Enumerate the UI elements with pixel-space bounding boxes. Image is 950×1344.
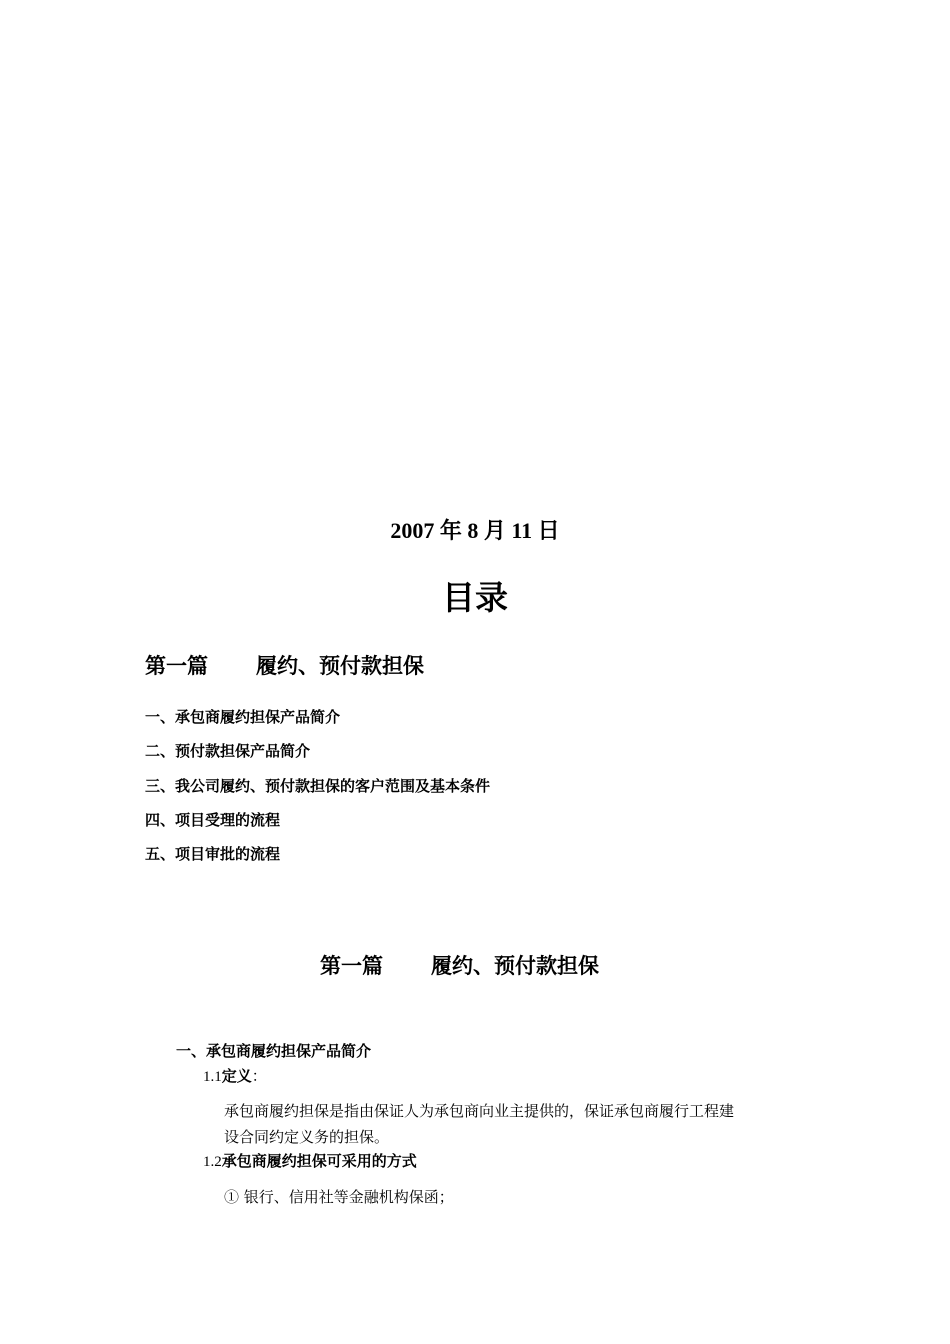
subsection-number: 1.2 <box>203 1154 222 1170</box>
toc-title: 目录 <box>442 578 508 617</box>
definition-line-2: 设合同约定义务的担保。 <box>224 1128 390 1146</box>
subsection-label: 定义 <box>221 1067 252 1085</box>
subsection-1-2-heading <box>203 1150 417 1173</box>
toc-item[interactable]: 五、项目审批的流程 <box>145 845 281 863</box>
subsection-colon: ： <box>251 1067 267 1085</box>
part1-title: 履约、预付款担保 <box>431 954 599 978</box>
toc-part-title: 履约、预付款担保 <box>256 654 424 678</box>
toc-part-heading <box>145 652 424 680</box>
toc-item[interactable]: 二、预付款担保产品简介 <box>145 742 311 760</box>
part1-heading <box>320 952 599 980</box>
subsection-number: 1.1 <box>203 1069 222 1085</box>
subsection-label: 承包商履约担保可采用的方式 <box>221 1152 417 1170</box>
toc-item[interactable]: 四、项目受理的流程 <box>145 811 281 829</box>
toc-part-number: 第一篇 <box>145 654 208 678</box>
toc-item[interactable]: 三、我公司履约、预付款担保的客户范围及基本条件 <box>145 777 491 795</box>
method-item-1: ① 银行、信用社等金融机构保函； <box>224 1188 454 1206</box>
definition-line-1: 承包商履约担保是指由保证人为承包商向业主提供的，保证承包商履行工程建 <box>224 1102 735 1120</box>
cover-date: 2007 年 8 月 11 日 <box>390 518 560 543</box>
toc-item[interactable]: 一、承包商履约担保产品简介 <box>145 708 341 726</box>
subsection-1-1-heading <box>203 1065 267 1088</box>
part1-number: 第一篇 <box>320 954 383 978</box>
section1-heading: 一、承包商履约担保产品简介 <box>176 1042 372 1060</box>
